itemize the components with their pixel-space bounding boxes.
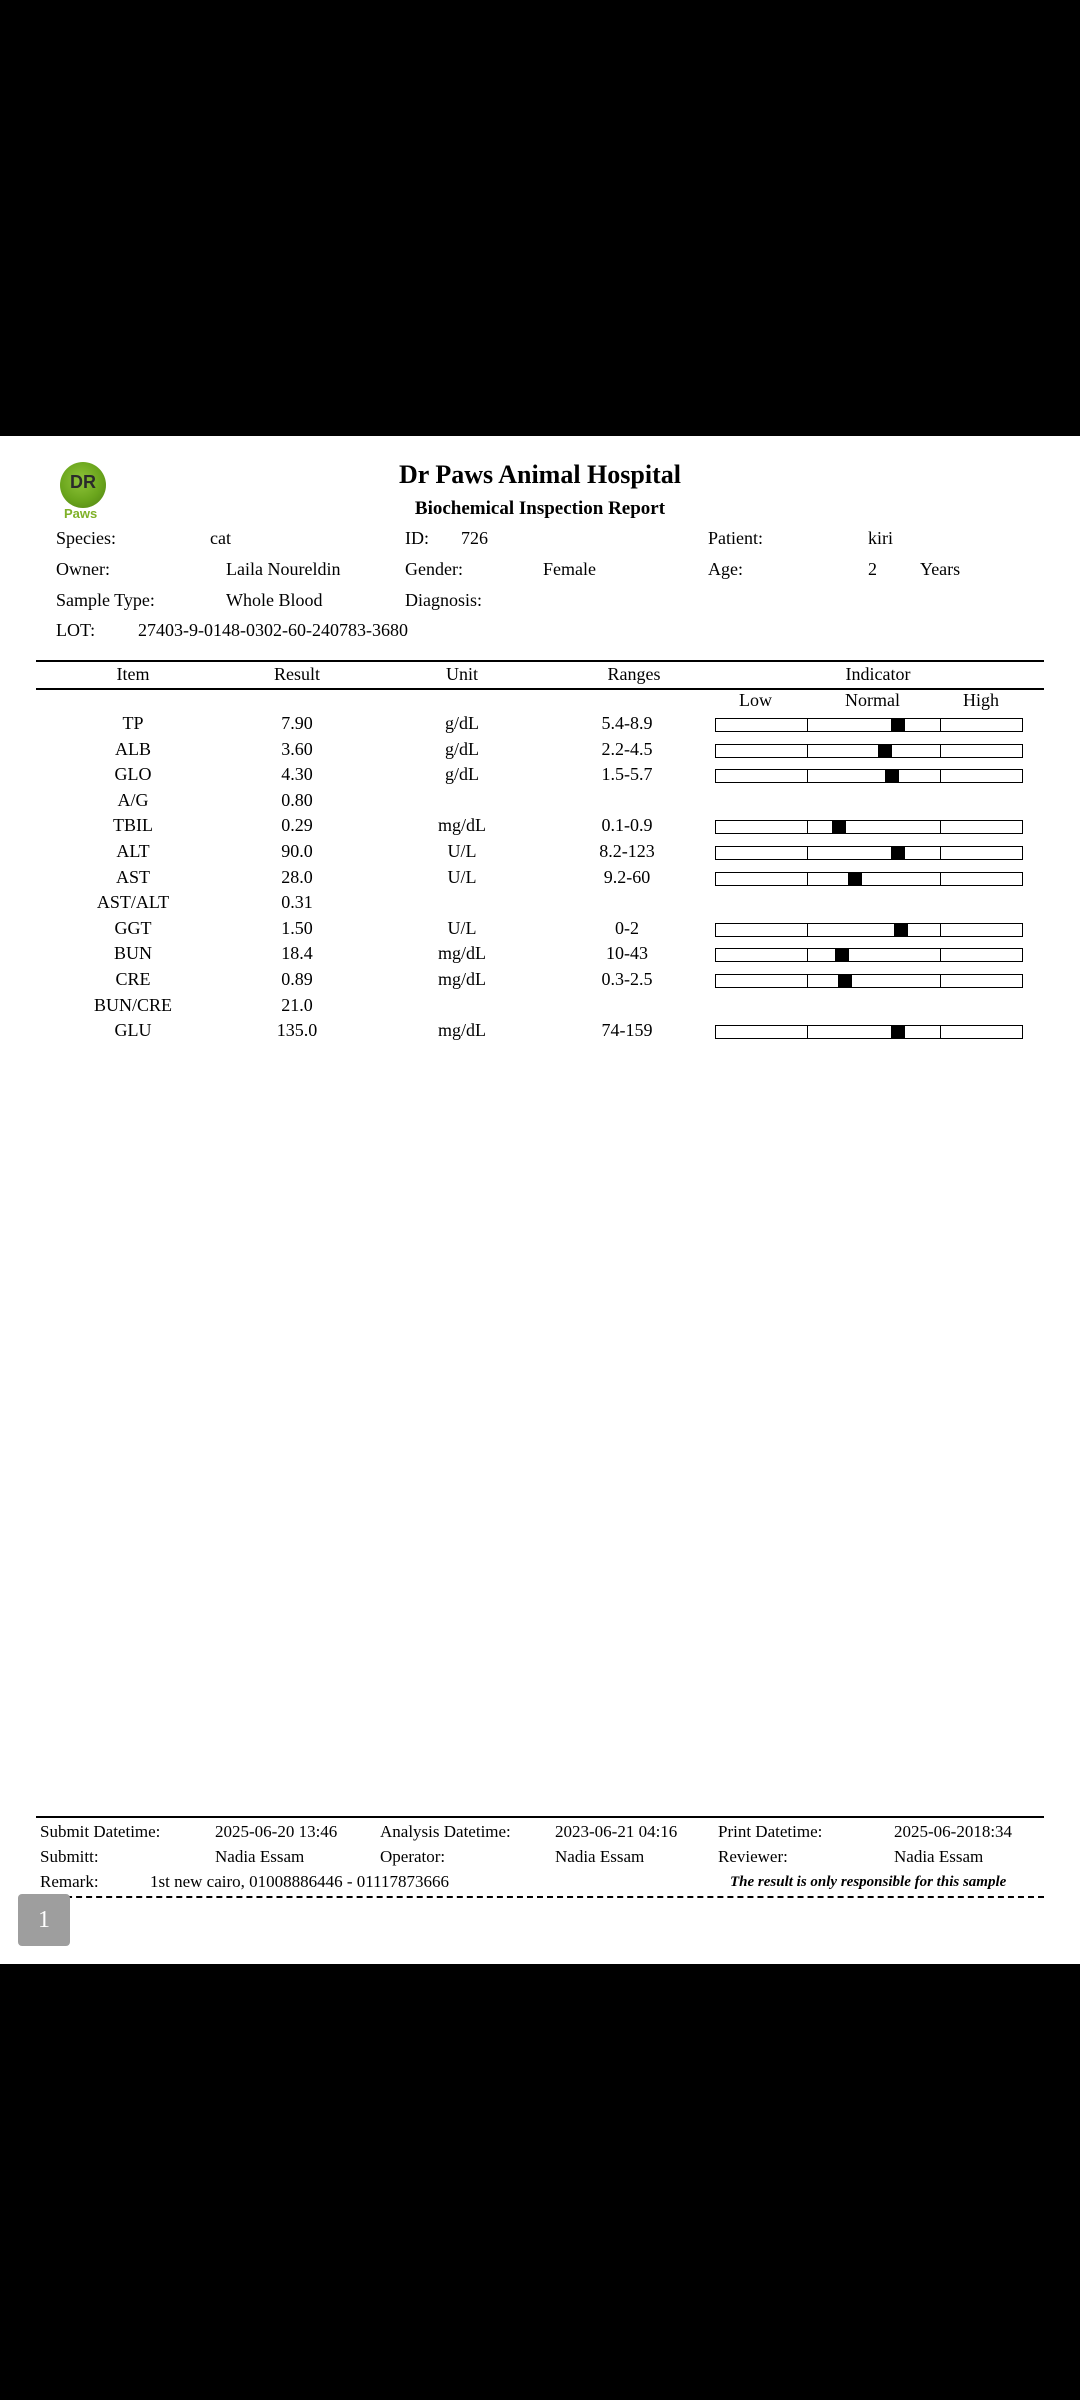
species-label: Species:: [56, 528, 116, 548]
range-cell: 8.2-123: [599, 841, 655, 861]
unit-cell: U/L: [447, 866, 477, 887]
indicator-divider-low: [807, 719, 808, 731]
unit-cell: g/dL: [445, 713, 479, 733]
page-number-button[interactable]: 1: [18, 1894, 70, 1946]
print-datetime-value: 2025-06-2018:34: [894, 1822, 1013, 1841]
indicator-bar: [715, 744, 1023, 758]
item-cell: BUN/CRE: [93, 994, 172, 1015]
report-page: [0, 436, 1080, 1964]
indicator-normal-label: Normal: [845, 690, 900, 710]
item-cell: GGT: [114, 917, 152, 938]
indicator-bar: [715, 846, 1023, 860]
indicator-marker: [832, 820, 846, 834]
indicator-marker: [885, 769, 899, 783]
item-cell: AST: [115, 866, 150, 887]
reviewer-value: Nadia Essam: [894, 1847, 984, 1866]
indicator-divider-low: [807, 770, 808, 782]
indicator-marker: [878, 744, 892, 758]
indicator-divider-high: [940, 975, 941, 987]
header-item: Item: [116, 664, 150, 684]
indicator-marker: [891, 1025, 905, 1039]
table-top-rule: [36, 660, 1044, 662]
indicator-divider-low: [807, 745, 808, 757]
table-row: [0, 892, 1080, 918]
item-cell: ALB: [115, 738, 151, 759]
indicator-marker: [894, 923, 908, 937]
unit-cell: mg/dL: [438, 969, 486, 989]
table-row: [0, 995, 1080, 1021]
logo-subtext: Paws: [64, 506, 98, 521]
indicator-divider-low: [807, 949, 808, 961]
patient-label: Patient:: [708, 528, 763, 548]
age-label: Age:: [708, 559, 743, 579]
diagnosis-label: Diagnosis:: [405, 590, 483, 610]
indicator-high-label: High: [963, 690, 999, 710]
indicator-divider-low: [807, 873, 808, 885]
indicator-divider-low: [807, 1026, 808, 1038]
result-cell: 1.50: [281, 917, 313, 938]
indicator-marker: [838, 974, 852, 988]
item-cell: BUN: [113, 943, 152, 964]
owner-value: Laila Noureldin: [226, 559, 341, 579]
remark-value: 1st new cairo, 01008886446 - 01117873666: [150, 1872, 450, 1891]
unit-cell: mg/dL: [438, 943, 486, 964]
range-cell: 0.3-2.5: [601, 969, 653, 989]
indicator-marker: [835, 948, 849, 962]
id-label: ID:: [405, 528, 429, 548]
indicator-bar: [715, 820, 1023, 834]
unit-cell: U/L: [447, 841, 477, 861]
indicator-marker: [848, 872, 862, 886]
range-cell: 2.2-4.5: [601, 738, 653, 759]
indicator-divider-high: [940, 719, 941, 731]
operator-value: Nadia Essam: [555, 1847, 645, 1866]
table-row: [0, 713, 1080, 739]
sample-type-label: Sample Type:: [56, 590, 155, 610]
indicator-low-label: Low: [739, 690, 772, 710]
range-cell: 74-159: [601, 1020, 653, 1041]
table-row: [0, 764, 1080, 790]
age-unit: Years: [920, 559, 961, 579]
indicator-marker: [891, 718, 905, 732]
owner-label: Owner:: [56, 559, 110, 579]
patient-value: kiri: [868, 528, 893, 548]
analysis-datetime-value: 2023-06-21 04:16: [555, 1822, 678, 1841]
result-cell: 21.0: [281, 994, 313, 1015]
result-cell: 0.31: [281, 892, 313, 913]
table-row: [0, 739, 1080, 765]
submit-datetime-label: Submit Datetime:: [40, 1822, 161, 1841]
sample-type-value: Whole Blood: [226, 590, 323, 610]
header-unit: Unit: [445, 664, 478, 684]
logo-text: DR: [70, 472, 96, 492]
indicator-divider-high: [940, 1026, 941, 1038]
indicator-divider-high: [940, 770, 941, 782]
species-value: cat: [210, 528, 231, 548]
result-cell: 28.0: [281, 866, 313, 887]
item-cell: ALT: [116, 841, 150, 861]
result-cell: 0.29: [281, 815, 313, 836]
unit-cell: g/dL: [445, 738, 479, 759]
unit-cell: g/dL: [445, 764, 479, 785]
result-cell: 3.60: [281, 738, 313, 759]
submitter-label: Submitt:: [40, 1847, 99, 1866]
range-cell: 0-2: [615, 917, 639, 938]
age-value: 2: [868, 559, 877, 579]
indicator-marker: [891, 846, 905, 860]
indicator-bar: [715, 1025, 1023, 1039]
indicator-divider-high: [940, 821, 941, 833]
gender-label: Gender:: [405, 559, 463, 579]
submitter-value: Nadia Essam: [215, 1847, 305, 1866]
indicator-divider-low: [807, 924, 808, 936]
submit-datetime-value: 2025-06-20 13:46: [215, 1822, 338, 1841]
item-cell: AST/ALT: [96, 892, 170, 913]
lot-label: LOT:: [56, 620, 96, 640]
result-cell: 18.4: [281, 943, 313, 964]
indicator-divider-low: [807, 821, 808, 833]
range-cell: 10-43: [606, 943, 648, 964]
disclaimer: The result is only responsible for this sample: [730, 1874, 1007, 1890]
table-row: [0, 815, 1080, 841]
indicator-bar: [715, 769, 1023, 783]
indicator-bar: [715, 872, 1023, 886]
analysis-datetime-label: Analysis Datetime:: [380, 1822, 511, 1841]
operator-label: Operator:: [380, 1847, 446, 1866]
report-title: Biochemical Inspection Report: [414, 498, 666, 519]
item-cell: TBIL: [113, 815, 153, 836]
footer-rule: [36, 1816, 1044, 1818]
item-cell: GLO: [114, 764, 152, 785]
table-row: [0, 1020, 1080, 1046]
result-cell: 135.0: [276, 1020, 318, 1041]
result-cell: 0.80: [281, 789, 313, 810]
result-cell: 90.0: [281, 841, 313, 861]
print-datetime-label: Print Datetime:: [718, 1822, 823, 1841]
item-cell: CRE: [115, 969, 151, 989]
remark-label: Remark:: [40, 1872, 99, 1891]
cut-line: [36, 1896, 1044, 1898]
range-cell: 5.4-8.9: [601, 713, 653, 733]
id-value: 726: [461, 528, 488, 548]
indicator-divider-high: [940, 924, 941, 936]
item-cell: TP: [122, 713, 144, 733]
indicator-divider-low: [807, 975, 808, 987]
indicator-divider-high: [940, 745, 941, 757]
item-cell: A/G: [117, 789, 149, 810]
indicator-bar: [715, 923, 1023, 937]
range-cell: 0.1-0.9: [601, 815, 653, 836]
reviewer-label: Reviewer:: [718, 1847, 788, 1866]
indicator-divider-high: [940, 949, 941, 961]
gender-value: Female: [543, 559, 596, 579]
lot-value: 27403-9-0148-0302-60-240783-3680: [138, 620, 408, 640]
indicator-bar: [715, 974, 1023, 988]
indicator-bar: [715, 718, 1023, 732]
indicator-divider-high: [940, 873, 941, 885]
table-row: [0, 841, 1080, 867]
result-cell: 0.89: [281, 969, 313, 989]
header-ranges: Ranges: [607, 664, 661, 684]
unit-cell: mg/dL: [438, 815, 486, 836]
header-result: Result: [273, 664, 320, 684]
result-cell: 4.30: [281, 764, 313, 785]
table-row: [0, 867, 1080, 893]
result-cell: 7.90: [281, 713, 313, 733]
indicator-divider-low: [807, 847, 808, 859]
table-row: [0, 969, 1080, 995]
table-row: [0, 943, 1080, 969]
unit-cell: mg/dL: [438, 1020, 486, 1041]
header-indicator: Indicator: [845, 664, 911, 684]
table-row: [0, 790, 1080, 816]
range-cell: 1.5-5.7: [601, 764, 653, 785]
unit-cell: U/L: [447, 917, 477, 938]
indicator-divider-high: [940, 847, 941, 859]
item-cell: GLU: [114, 1020, 152, 1041]
indicator-bar: [715, 948, 1023, 962]
range-cell: 9.2-60: [603, 866, 651, 887]
table-row: [0, 918, 1080, 944]
hospital-name: Dr Paws Animal Hospital: [399, 460, 681, 489]
